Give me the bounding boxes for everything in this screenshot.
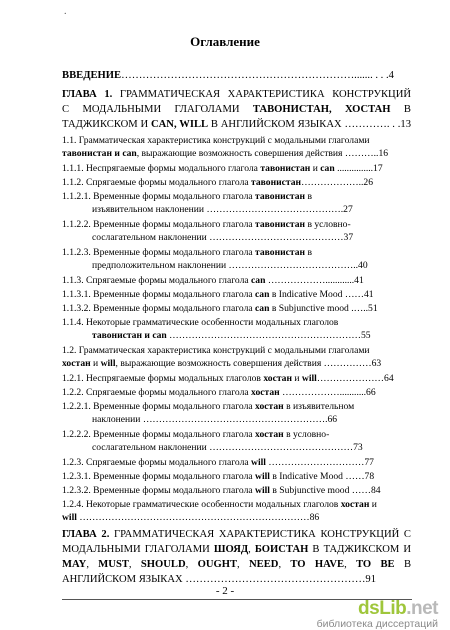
toc-line — [92, 330, 405, 342]
toc-line — [62, 70, 407, 82]
toc-text: TO HAVE — [290, 559, 345, 570]
toc-text: в условно- — [283, 429, 330, 440]
toc-text: , выражающие возможность совершения действия ……………63 — [115, 358, 382, 369]
toc-line — [62, 429, 407, 441]
toc-text: тавонистан и can — [92, 330, 167, 341]
toc-text: МОДАЛЬНЫМИ ГЛАГОЛАМИ — [62, 544, 214, 555]
toc-text: ГРАММАТИЧЕСКАЯ ХАРАКТЕРИСТИКА КОНСТРУКЦИЙ — [112, 89, 411, 100]
toc-text: ГЛАВА 2. — [62, 529, 110, 540]
toc-line — [62, 219, 407, 231]
toc-line — [62, 373, 407, 385]
watermark-logo: dsLib.net — [358, 598, 438, 619]
toc-text: ………………..26 — [301, 177, 374, 188]
toc-text: 1.2.3.2. Временные формы модального глагола — [62, 485, 256, 496]
toc-line — [62, 303, 407, 315]
toc-line — [62, 191, 407, 203]
toc-line — [62, 559, 411, 571]
toc-text: в — [305, 191, 312, 202]
toc-text: сослагательном наклонении ………………………………………73 — [92, 442, 363, 453]
toc-text: will — [62, 512, 77, 523]
watermark — [317, 598, 438, 630]
toc-text: …………………………………………………………....... . . .4 — [121, 70, 394, 81]
toc-text: В — [394, 559, 412, 570]
toc-line — [62, 387, 407, 399]
toc-line — [62, 358, 407, 370]
toc-text: , — [278, 559, 291, 570]
toc-text: ШОЯД — [213, 544, 249, 555]
toc-line — [62, 457, 407, 469]
page-number: - 2 - — [215, 585, 235, 597]
toc-text: АНГЛИЙСКОМ ЯЗЫКАХ ……………………………………………91 — [62, 574, 377, 585]
toc-line — [92, 204, 405, 216]
toc-text: ………………………………………………………………86 — [76, 512, 320, 523]
toc-text: 1.1.4. Некоторые грамматические особенности модальных глаголов — [62, 317, 339, 328]
toc-text: , — [248, 544, 255, 555]
toc-text: в условно- — [305, 219, 351, 230]
toc-line — [62, 471, 407, 483]
toc-text: ВВЕДЕНИЕ — [62, 70, 122, 81]
toc-text: ……………………………………………………55 — [166, 330, 371, 341]
toc-text: , — [344, 559, 357, 570]
page-title: Оглавление — [190, 34, 260, 49]
toc-text: сослагательном наклонении ……………………………………37 — [92, 232, 354, 243]
toc-text: 1.2.3. Спрягаемые формы модального глагола — [62, 457, 252, 468]
toc-text: в Subjunctive mood ……84 — [269, 485, 381, 496]
toc-text: MUST — [98, 559, 129, 570]
toc-text: , выражающие возможность совершения действия ………..16 — [136, 148, 389, 159]
toc-text: в Indicative Mood ……78 — [269, 471, 375, 482]
toc-text: в Indicative Mood ……41 — [269, 289, 374, 300]
toc-text: 1.1.3.2. Временные формы модального глагола — [62, 303, 256, 314]
toc-text: 1.1. Грамматическая характеристика конструкций с модальными глаголами — [62, 135, 370, 146]
toc-text: ………………............41 — [265, 275, 364, 286]
toc-text: 1.1.2.1. Временные формы модального глагола — [62, 191, 256, 202]
toc-line — [62, 512, 407, 524]
toc-text: тавонистан — [255, 219, 306, 230]
toc-line — [62, 289, 407, 301]
toc-text: тавонистан — [255, 247, 306, 258]
toc-line — [62, 247, 407, 259]
toc-text: ТАВОНИСТАН, ХОСТАН — [252, 104, 391, 115]
corner-mark: . — [64, 6, 67, 17]
toc-text: OUGHT — [197, 559, 238, 570]
toc-text: 1.2.2.2. Временные формы модального глагола — [62, 429, 256, 440]
toc-line — [62, 544, 411, 556]
toc-line — [92, 260, 405, 272]
toc-line — [62, 148, 407, 160]
toc-text: и — [310, 163, 321, 174]
toc-text: хостан — [255, 401, 284, 412]
toc-text: , — [237, 559, 249, 570]
toc-line — [62, 104, 411, 116]
toc-text: 1.2. Грамматическая характеристика конструкций с модальными глаголами — [62, 345, 370, 356]
toc-text: 1.2.3.1. Временные формы модального глагола — [62, 471, 256, 482]
toc-text: 1.1.2.3. Временные формы модального глагола — [62, 247, 256, 258]
toc-text: will — [100, 358, 116, 369]
toc-text: ………………...........66 — [279, 387, 376, 398]
toc-text: ГРАММАТИЧЕСКАЯ ХАРАКТЕРИСТИКА КОНСТРУКЦИЙ С — [109, 529, 411, 540]
toc-text: MAY — [62, 559, 87, 570]
toc-text: can — [255, 303, 270, 314]
toc-text: тавонистан — [251, 177, 302, 188]
toc-text: 1.1.1. Неспрягаемые формы модального глагола — [62, 163, 261, 174]
toc-text: 1.2.2.1. Временные формы модального глагола — [62, 401, 256, 412]
toc-text: БОИСТАН — [254, 544, 309, 555]
toc-text: will — [251, 457, 266, 468]
toc-text: 1.2.1. Неспрягаемые формы модальных глаголов — [62, 373, 264, 384]
toc-text: 1.1.3.1. Временные формы модального глагола — [62, 289, 256, 300]
toc-text: тавонистан — [260, 163, 311, 174]
toc-text: CAN, WILL — [151, 119, 209, 130]
toc-text: В ТАДЖИКСКОМ И — [308, 544, 411, 555]
toc-line — [62, 401, 407, 413]
toc-text: хостан — [340, 499, 370, 510]
toc-text: 1.1.2. Спрягаемые формы модального глагола — [62, 177, 252, 188]
toc-text: и — [90, 358, 101, 369]
toc-text: can — [320, 163, 335, 174]
toc-text: хостан — [255, 429, 284, 440]
toc-text: SHOULD — [140, 559, 186, 570]
watermark-subtitle: библиотека диссертаций — [316, 618, 438, 630]
toc-text: наклонении ………………………………………………….66 — [92, 414, 338, 425]
toc-text: предположительном наклонении …………………………………..40 — [92, 260, 368, 271]
toc-text: can — [251, 275, 266, 286]
toc-text: ГЛАВА 1. — [62, 89, 113, 100]
toc-text: , — [86, 559, 99, 570]
toc-text: тавонистан — [255, 191, 306, 202]
toc-text: …………………64 — [316, 373, 394, 384]
toc-text: , — [185, 559, 198, 570]
toc-line — [62, 177, 407, 189]
toc-text: 1.1.2.2. Временные формы модального глагола — [62, 219, 256, 230]
toc-text: can — [255, 289, 270, 300]
toc-line — [92, 442, 405, 454]
toc-line — [62, 119, 411, 131]
toc-text: в изъявительном — [283, 401, 355, 412]
toc-line — [62, 317, 407, 329]
toc-line — [62, 345, 407, 357]
toc-line — [92, 232, 405, 244]
toc-line — [62, 135, 407, 147]
toc-text: NEED — [249, 559, 279, 570]
toc-text: …………………………77 — [265, 457, 374, 468]
toc-text: изъявительном наклонении …………………………………….27 — [92, 204, 353, 215]
toc-line — [92, 414, 405, 426]
toc-text: 1.2.2. Спрягаемые формы модального глагола — [62, 387, 252, 398]
toc-text: will — [301, 373, 317, 384]
toc-text: will — [255, 471, 270, 482]
toc-text: 1.1.3. Спрягаемые формы модального глагола — [62, 275, 252, 286]
toc-text: и — [369, 499, 377, 510]
toc-text: хостан — [62, 358, 91, 369]
toc-line — [62, 485, 407, 497]
toc-line — [62, 163, 407, 175]
toc-text: в Subjunctive mood .…..51 — [269, 303, 378, 314]
toc-line — [62, 275, 407, 287]
toc-text: В — [390, 104, 411, 115]
toc-text: 1.2.4. Некоторые грамматические особенности модальных глаголов — [62, 499, 341, 510]
toc-text: хостан — [251, 387, 280, 398]
toc-text: TO BE — [356, 559, 395, 570]
toc-text: хостан — [263, 373, 292, 384]
toc-text: ...............17 — [334, 163, 383, 174]
toc-text: will — [255, 485, 270, 496]
toc-text: и — [291, 373, 302, 384]
toc-text: С МОДАЛЬНЫМИ ГЛАГОЛАМИ — [62, 104, 253, 115]
toc-line — [62, 529, 411, 541]
toc-line — [62, 499, 407, 511]
toc-line — [62, 89, 411, 101]
toc-text: , — [128, 559, 141, 570]
toc-text: тавонистан и can — [62, 148, 137, 159]
toc-text: ТАДЖИКСКОМ И — [62, 119, 151, 130]
toc-text: В АНГЛИЙСКОМ ЯЗЫКАХ …………. . .13 — [208, 119, 412, 130]
toc-text: в — [305, 247, 312, 258]
